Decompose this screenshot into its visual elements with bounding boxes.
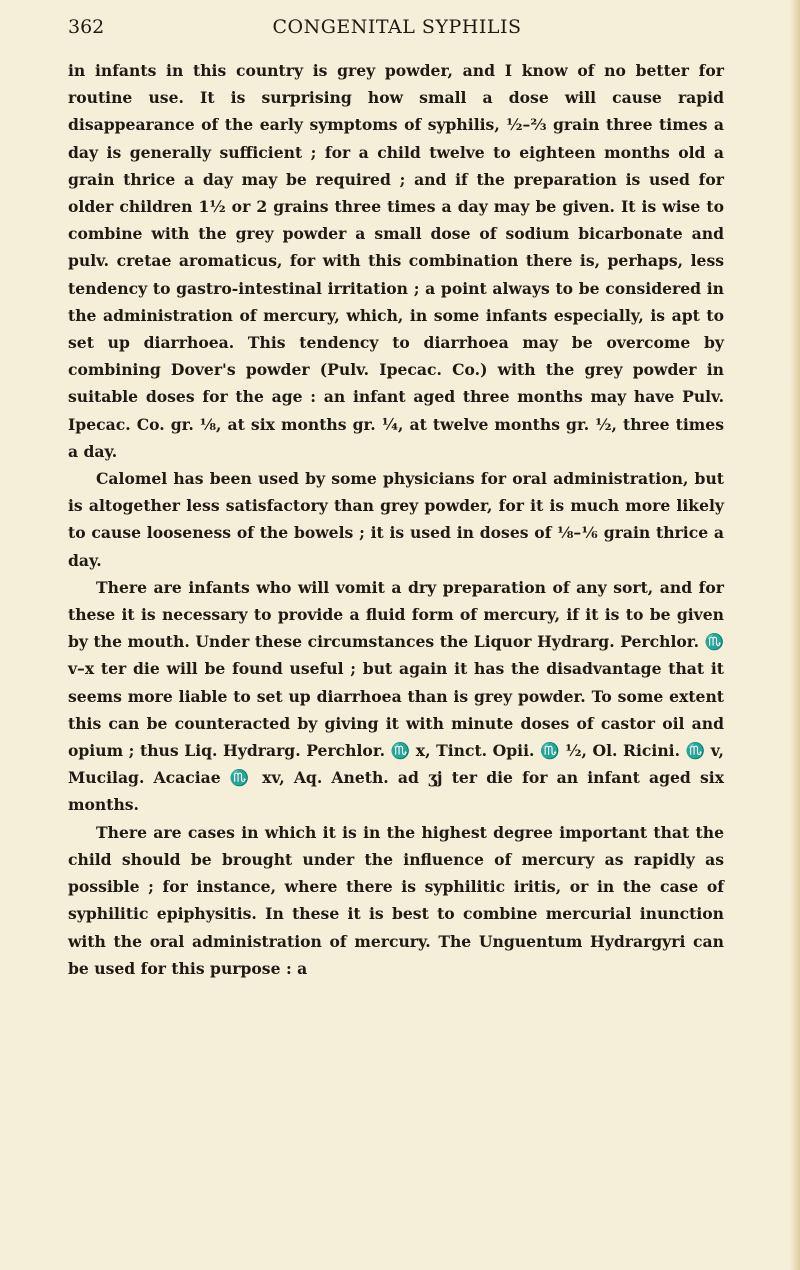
page-number: 362 — [68, 16, 105, 38]
page-header — [68, 16, 726, 46]
paragraph: in infants in this country is grey powder, and I know of no better for routine use. It is surprising how small a dose will cause rapid disappearance of the early symptoms of syphilis, ½–⅔ grain three times a day is generally sufficient ; for a child twelve to eighteen months old a grain thrice a day may be required ; and if the preparation is used for older children 1½ or 2 grains three times a day may be given. It is wise to combine with the grey powder a small dose of sodium bicarbonate and pulv. cretae aromaticus, for with this combination there is, perhaps, less tendency to gastro-intestinal irritation ; a point always to be considered in the administration of mercury, which, in some infants especially, is apt to set up diarrhoea. This tendency to diarrhoea may be overcome by combining Dover's powder (Pulv. Ipecac. Co.) with the grey powder in suitable doses for the age : an infant aged three months may have Pulv. Ipecac. Co. gr. ⅛, at six months gr. ¼, at twelve months gr. ½, three times a day. — [68, 61, 724, 461]
body-text — [68, 57, 724, 982]
paragraph: Calomel has been used by some physicians for oral administration, but is altogether less satisfactory than grey powder, for it is much more likely to cause looseness of the bowels ; it is used in doses of ⅛–⅙ grain thrice a day. — [68, 469, 724, 570]
running-title: CONGENITAL SYPHILIS — [272, 16, 522, 38]
paragraph: There are infants who will vomit a dry preparation of any sort, and for these it is necessary to provide a fluid form of mercury, if it is to be given by the mouth. Under these circumstances the Liquor Hydrarg. Perchlor. ♏ v–x ter die will be found useful ; but again it has the disadvantage that it seems more liable to set up diarrhoea than is grey powder. To some extent this can be counteracted by giving it with minute doses of castor oil and opium ; thus Liq. Hydrarg. Perchlor. ♏ x, Tinct. Opii. ♏ ½, Ol. Ricini. ♏ v, Mucilag. Acaciae ♏ xv, Aq. Aneth. ad ʒj ter die for an infant aged six months. — [68, 577, 724, 815]
paragraph: There are cases in which it is in the highest degree important that the child should be brought under the influence of mercury as rapidly as possible ; for instance, where there is syphilitic iritis, or in the case of syphilitic epiphysitis. In these it is best to combine mercurial inunction with the oral administration of mercury. The Unguentum Hydrargyri can be used for this purpose : a — [68, 822, 724, 978]
page-edge-shadow — [790, 0, 800, 1270]
